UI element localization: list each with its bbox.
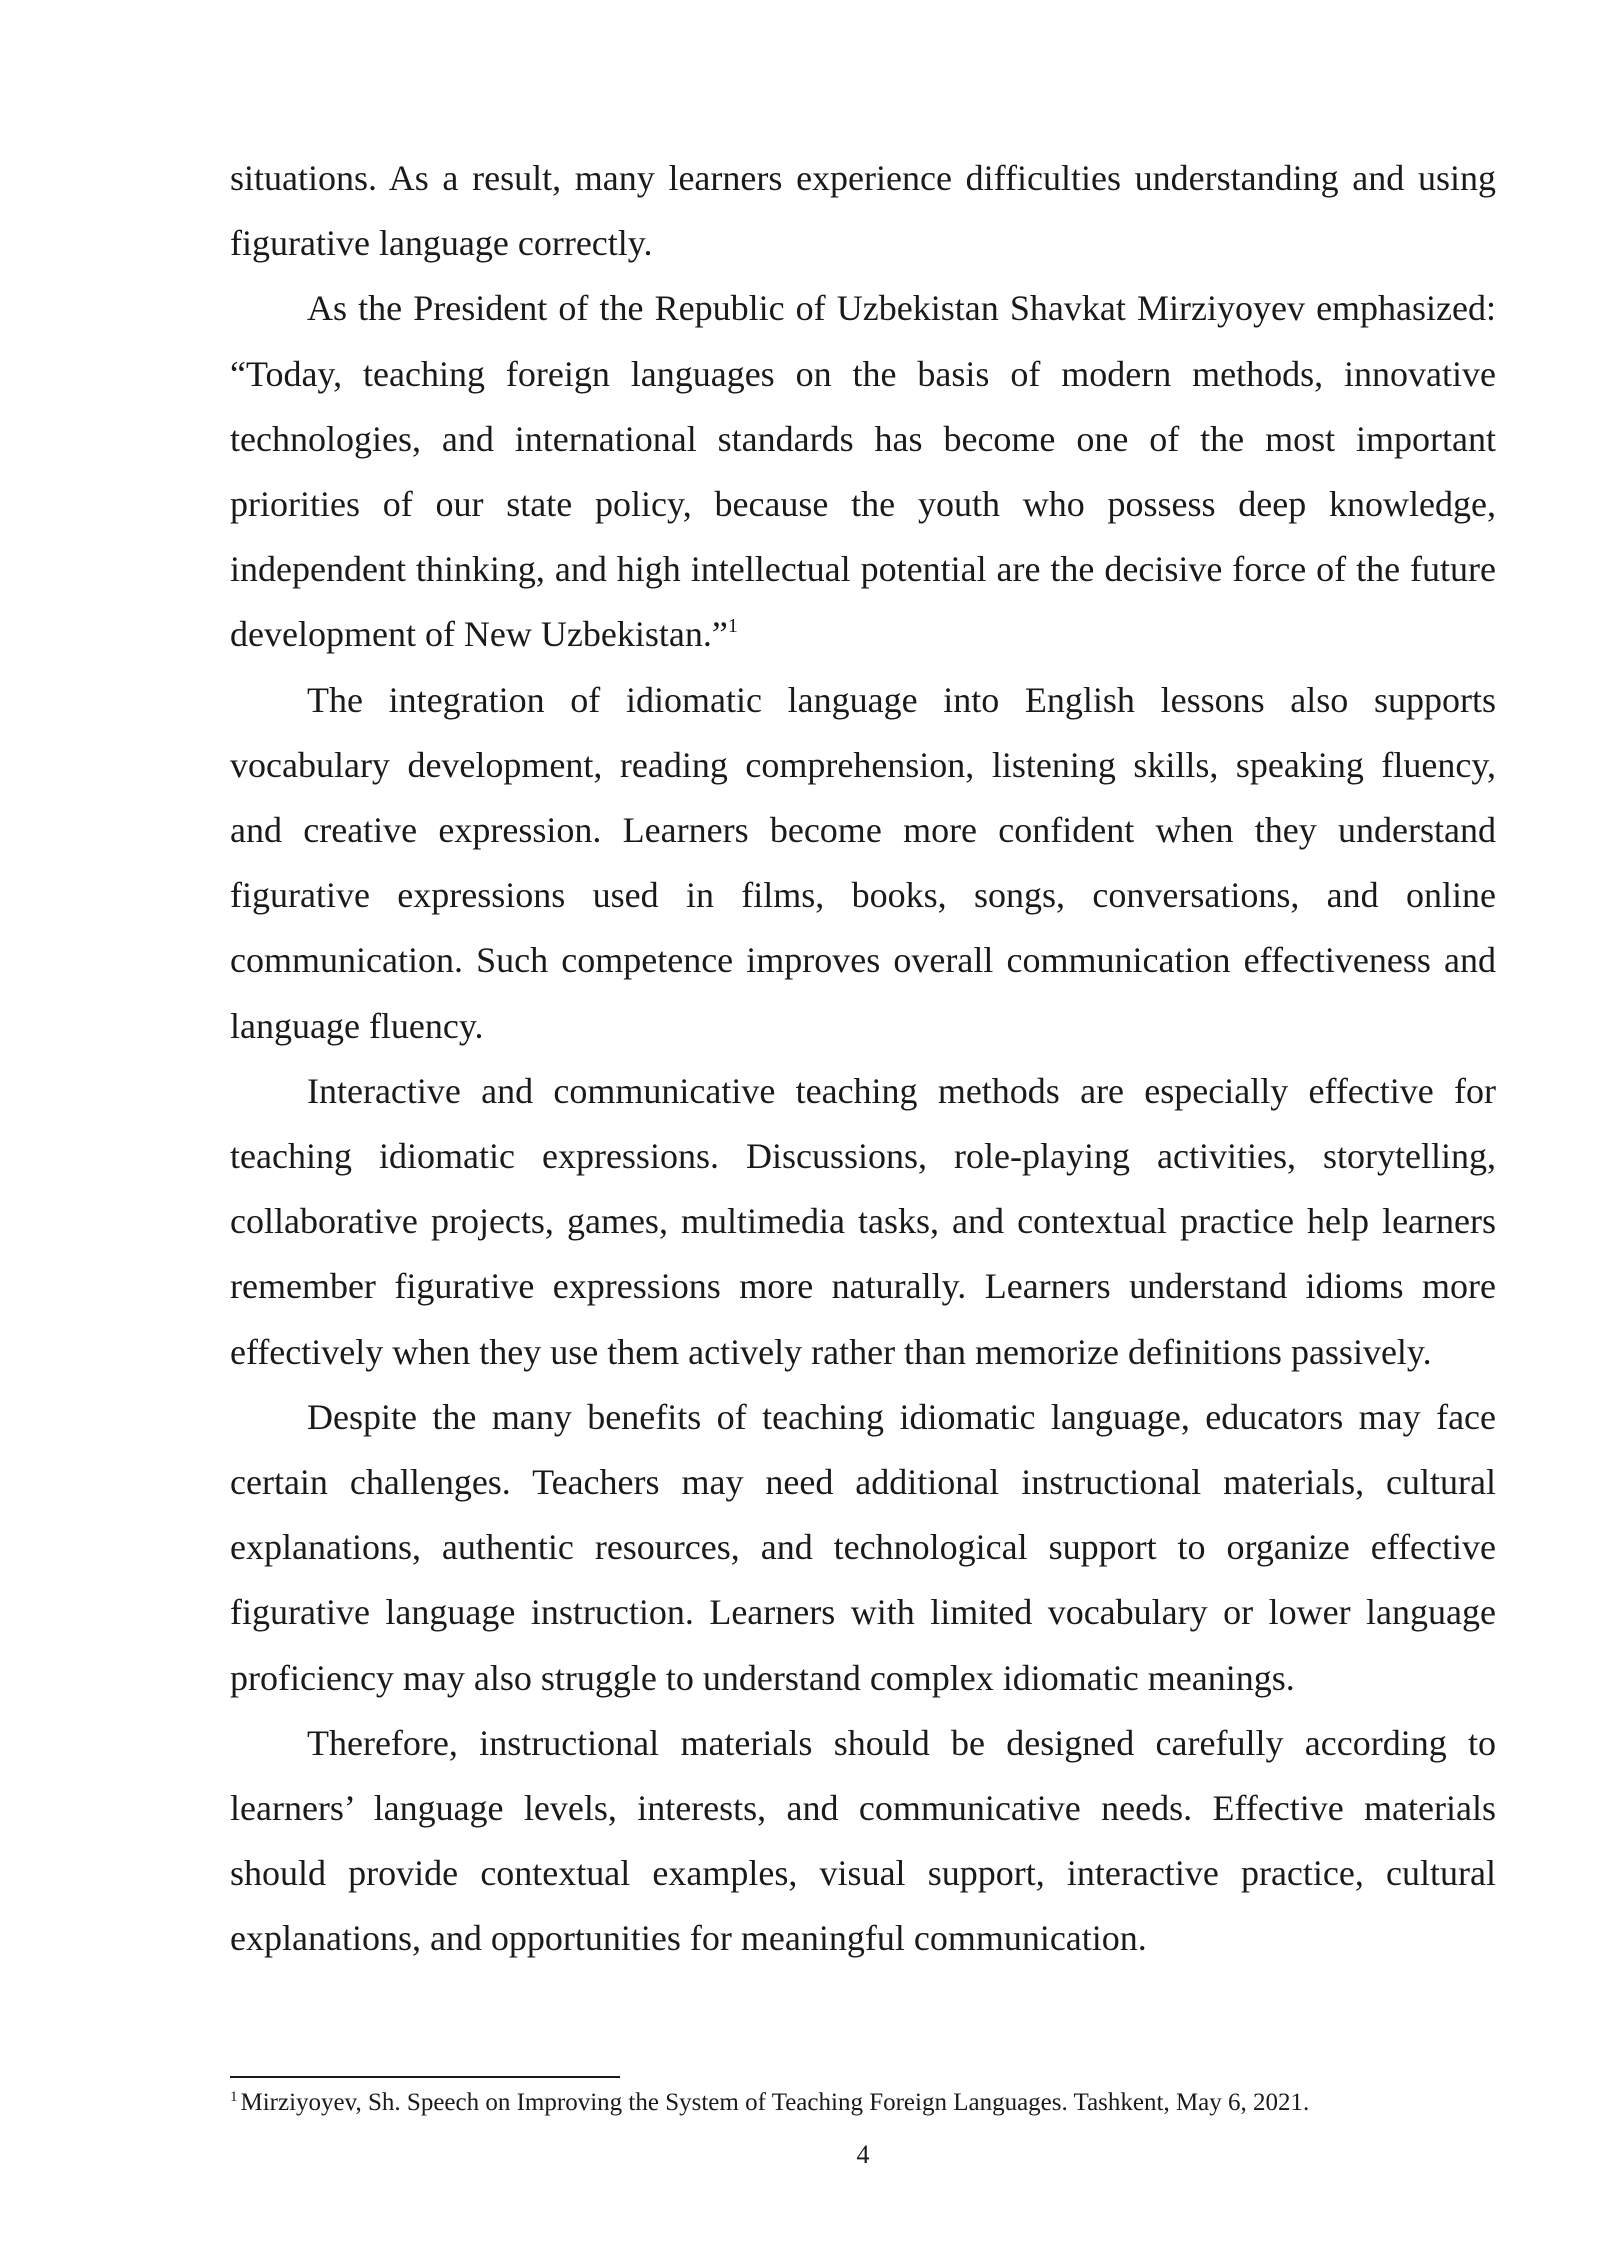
paragraph-integration <box>230 668 1496 1059</box>
footnote <box>230 2086 1496 2120</box>
footnote-text: Mirziyoyev, Sh. Speech on Improving the System of Teaching Foreign Languages. Tashkent, May 6, 2021. <box>240 2089 1310 2116</box>
body-text <box>230 146 1496 1972</box>
footnote-separator <box>230 2076 620 2078</box>
paragraph-text: situations. As a result, many learners experience difficulties understanding and using figurative language correctly. <box>230 158 1496 264</box>
footnote-reference[interactable]: 1 <box>727 615 738 638</box>
paragraph-text: Therefore, instructional materials should be designed carefully according to learners’ language levels, interests, and communicative needs. Effective materials should provide contextual examples, visual support, interactive practice, cultural explanations, and opportunities for meaningful communication. <box>230 1722 1496 1959</box>
paragraph-challenges <box>230 1385 1496 1711</box>
paragraph-president-quote <box>230 276 1496 667</box>
paragraph-interactive-methods <box>230 1059 1496 1385</box>
footnote-marker: 1 <box>230 2089 238 2105</box>
paragraph-text: Interactive and communicative teaching methods are especially effective for teaching idiomatic expressions. Discussions, role-playing activities, storytelling, collaborative projects, games, multimedia tasks, and contextual practice help learners remember figurative expressions more naturally. Learners understand idioms more effectively when they use them actively rather than memorize definitions passively. <box>230 1070 1496 1372</box>
paragraph-text: The integration of idiomatic language into English lessons also supports vocabulary development, reading comprehension, listening skills, speaking fluency, and creative expression. Learners become more confident when they understand figurative expressions used in films, books, songs, conversations, and online communication. Such competence improves overall communication effectiveness and language fluency. <box>230 679 1496 1046</box>
paragraph-materials <box>230 1711 1496 1972</box>
paragraph-continuation <box>230 146 1496 276</box>
paragraph-text: As the President of the Republic of Uzbekistan Shavkat Mirziyoyev emphasized: “Today, teaching foreign languages on the basis of modern methods, innovative technologies, and international standards has become one of the most important priorities of our state policy, because the youth who possess deep knowledge, independent thinking, and high intellectual potential are the decisive force of the future development of New Uzbekistan.” <box>230 288 1496 655</box>
paragraph-text: Despite the many benefits of teaching idiomatic language, educators may face certain challenges. Teachers may need additional instructional materials, cultural explanations, authentic resources, and technological support to organize effective figurative language instruction. Learners with limited vocabulary or lower language proficiency may also struggle to understand complex idiomatic meanings. <box>230 1396 1496 1698</box>
page-number: 4 <box>856 2140 870 2169</box>
